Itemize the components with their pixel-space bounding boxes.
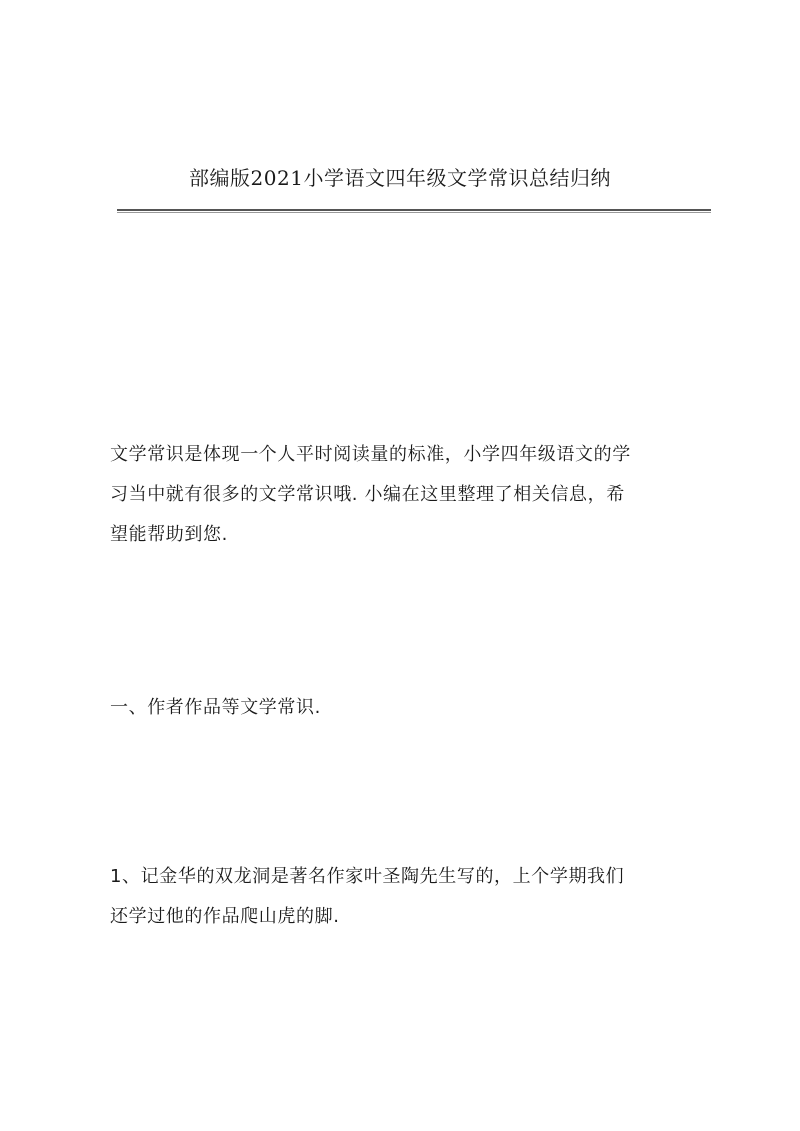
document-title: 部编版2021小学语文四年级文学常识总结归纳 — [189, 166, 611, 190]
section-heading — [110, 688, 710, 728]
list-item-line: 1、记金华的双龙洞是著名作家叶圣陶先生写的，上个学期我们 — [110, 866, 625, 887]
title-divider — [117, 209, 711, 213]
list-item-line: 还学过他的作品爬山虎的脚. — [110, 906, 340, 927]
section-heading-text: 一、作者作品等文学常识. — [110, 697, 321, 718]
intro-line: 文学常识是体现一个人平时阅读量的标准，小学四年级语文的学 — [110, 444, 631, 465]
intro-line: 习当中就有很多的文学常识哦. 小编在这里整理了相关信息，希 — [110, 484, 625, 505]
intro-line: 望能帮助到您. — [110, 524, 228, 545]
intro-paragraph — [110, 435, 710, 555]
list-item — [110, 857, 710, 937]
